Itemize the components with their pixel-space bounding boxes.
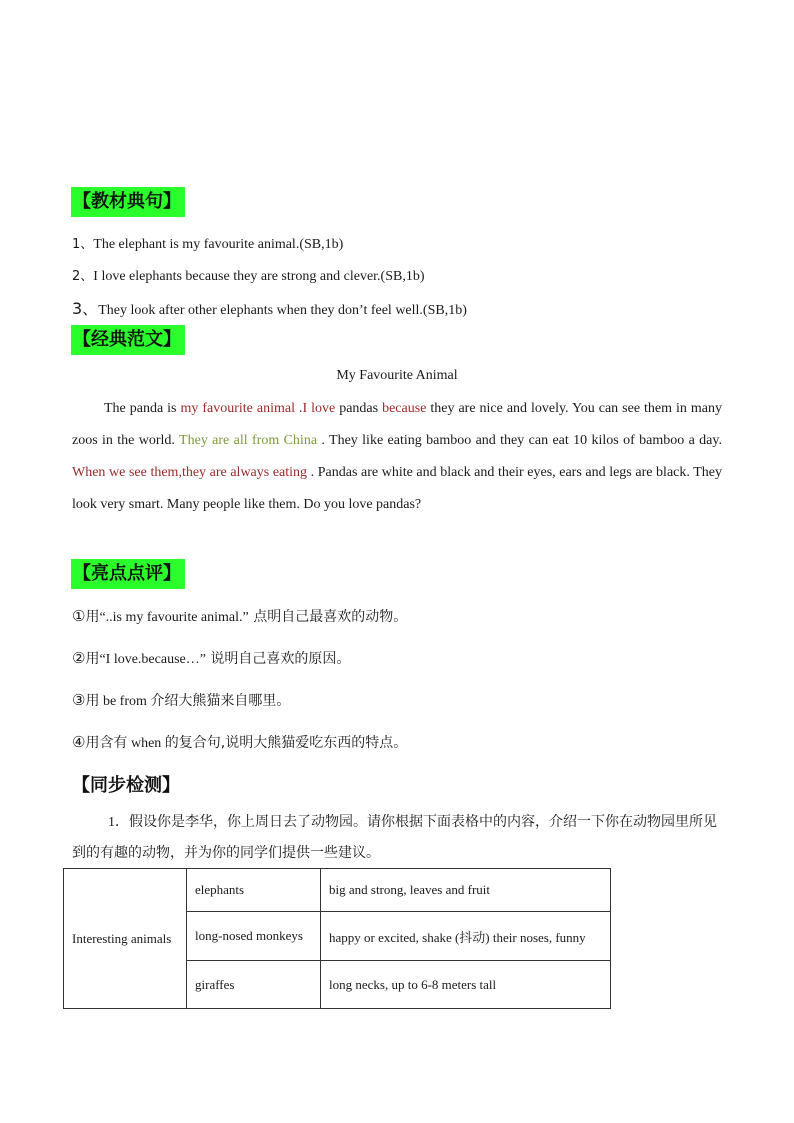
essay-highlight: I love (302, 401, 336, 416)
info-table (63, 868, 611, 1009)
sentence-text: I love elephants because they are strong and clever.(SB,1b) (93, 269, 425, 284)
essay-text: . They like eating bamboo and they can eat 10 kilos of bamboo a day. (317, 433, 722, 448)
section-heading-comments: 【亮点点评】 (71, 559, 185, 589)
essay-highlight: They are all from China (179, 433, 318, 448)
description-cell: big and strong, leaves and fruit (321, 869, 611, 912)
comment-mark: ① (72, 607, 86, 625)
sentence-2 (72, 265, 425, 285)
sentence-number: 2、 (72, 269, 94, 284)
comment-mark: ② (72, 649, 86, 667)
animal-cell: giraffes (187, 961, 321, 1009)
sentence-1 (72, 233, 343, 253)
essay-text: . (294, 401, 303, 416)
row-header-cell: Interesting animals (64, 869, 187, 1009)
animal-cell: elephants (187, 869, 321, 912)
task-text: 假设你是李华，你上周日去了动物园。请你根据下面表格中的内容，介绍一下你在动物园里所见到的有趣的动物，并为你的同学们提供一些建议。 (72, 814, 717, 861)
comment-mark: ④ (72, 733, 86, 751)
sentence-number: 1、 (72, 237, 94, 252)
comment-mark: ③ (72, 691, 86, 709)
section-heading-model: 【经典范文】 (71, 325, 185, 355)
essay-title: My Favourite Animal (336, 368, 458, 383)
sentence-number: 3、 (72, 299, 99, 318)
comment-3 (72, 690, 290, 710)
comment-text: 用“..is my favourite animal.” (85, 610, 249, 625)
comment-1 (72, 606, 407, 626)
comment-text: 用 be from (85, 694, 151, 709)
task-number: 1． (108, 815, 129, 830)
animal-cell: long-nosed monkeys (187, 912, 321, 961)
essay-text: pandas (335, 401, 383, 416)
essay-paragraph (72, 393, 722, 521)
table-row (64, 869, 611, 912)
sentence-text: They look after other elephants when they don’t feel well.(SB,1b) (98, 303, 467, 318)
writing-task (72, 807, 724, 869)
comment-2 (72, 648, 350, 668)
comment-text: 的复合句,说明大熊猫爱吃东西的特点。 (164, 735, 408, 751)
essay-text: they are nice and lovely. You can see them in many zoos in the world. (72, 401, 722, 448)
essay-text: The panda is (104, 401, 181, 416)
comment-text: 用“I love.because…” (85, 652, 206, 667)
sentence-3 (72, 296, 467, 319)
section-heading-practice: 【同步检测】 (72, 775, 180, 796)
comment-text: 说明自己喜欢的原因。 (205, 651, 351, 667)
sentence-text: The elephant is my favourite animal.(SB,1b) (93, 237, 344, 252)
description-cell: happy or excited, shake (抖动) their noses, funny (321, 912, 611, 961)
essay-highlight: my favourite animal (180, 401, 295, 416)
comment-text: 用含有 when (85, 736, 165, 751)
section-heading-textbook: 【教材典句】 (71, 187, 185, 217)
description-cell: long necks, up to 6-8 meters tall (321, 961, 611, 1009)
essay-highlight: because (382, 401, 427, 416)
comment-4 (72, 732, 407, 752)
comment-text: 介绍大熊猫来自哪里。 (150, 693, 291, 709)
essay-highlight: When we see them,they are always eating (72, 465, 308, 480)
essay-text: . Pandas are white and black and their eyes, ears and legs are black. They look very smart. Many people like them. Do you love pandas? (72, 465, 722, 512)
comment-text: 点明自己最喜欢的动物。 (248, 609, 408, 625)
